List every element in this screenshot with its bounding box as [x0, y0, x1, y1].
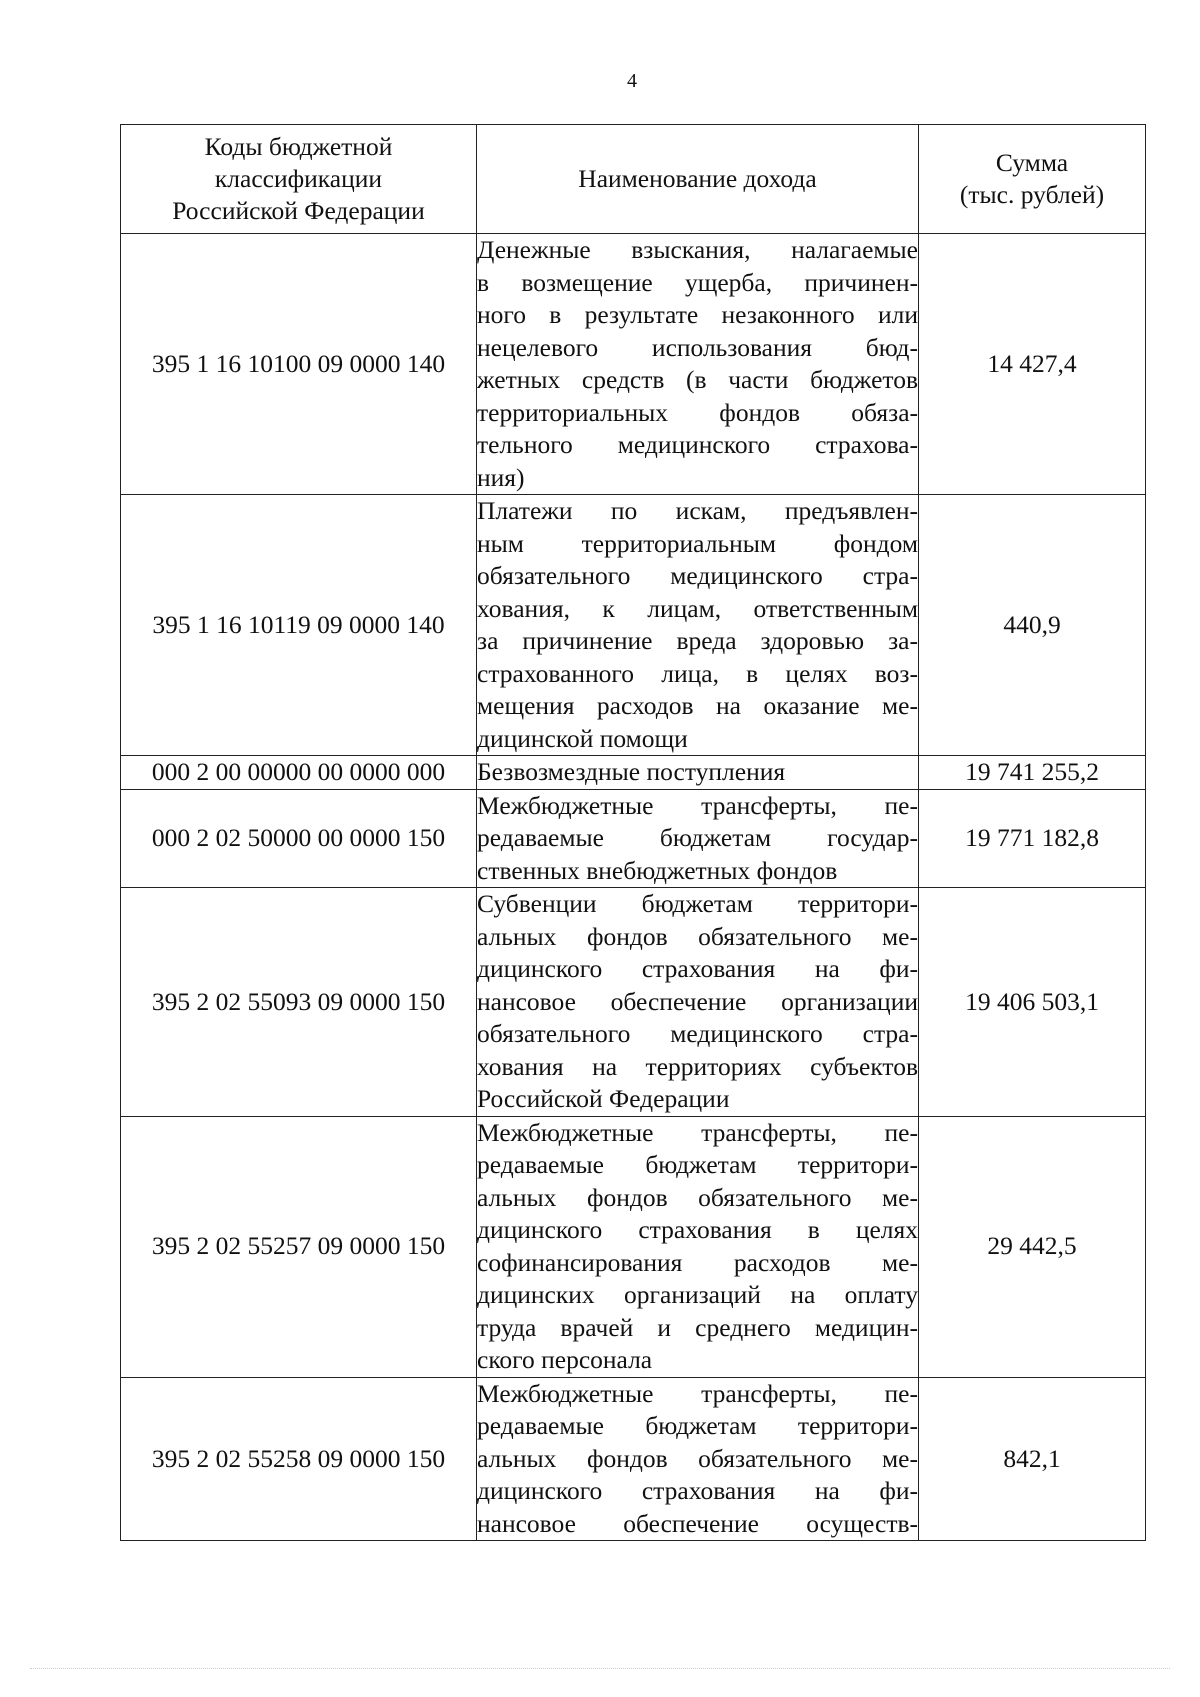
- header-code-line: Коды бюджетной: [204, 132, 393, 161]
- budget-code-cell: 395 2 02 55093 09 0000 150: [121, 888, 477, 1117]
- sum-cell: 29 442,5: [919, 1116, 1146, 1377]
- budget-code-cell: 395 1 16 10119 09 0000 140: [121, 495, 477, 756]
- revenue-name-line: Платежи по искам, предъявлен-: [477, 496, 918, 525]
- revenue-name-line: редаваемые бюджетам территори-: [477, 1150, 918, 1179]
- revenue-name-line: дицинского страхования на фи-: [477, 1476, 918, 1505]
- sum-cell: 14 427,4: [919, 234, 1146, 495]
- header-code-line: классификации: [214, 164, 383, 193]
- header-name: [477, 125, 919, 234]
- revenue-name-line: альных фондов обязательного ме-: [477, 1443, 918, 1473]
- revenue-name-line: страхованного лица, в целях воз-: [477, 658, 918, 688]
- revenue-name-line: Субвенции бюджетам территори-: [477, 889, 918, 918]
- revenue-name-line: ным территориальным фондом: [477, 528, 918, 558]
- table-row: [121, 234, 1146, 495]
- header-sum-line: Сумма: [995, 148, 1069, 177]
- revenue-name-line: территориальных фондов обяза-: [477, 397, 918, 427]
- budget-code-cell: 000 2 02 50000 00 0000 150: [121, 789, 477, 888]
- revenue-name-cell: [477, 495, 919, 756]
- table-row: [121, 888, 1146, 1117]
- table-row: [121, 789, 1146, 888]
- revenue-name-cell: [477, 888, 919, 1117]
- revenue-name-cell: [477, 234, 919, 495]
- revenue-name-cell: [477, 1116, 919, 1377]
- table-row: [121, 1377, 1146, 1541]
- header-name-line: Наименование дохода: [578, 164, 817, 193]
- revenue-name-line: ния): [477, 462, 525, 492]
- revenue-name-line: труда врачей и среднего медицин-: [477, 1312, 918, 1342]
- revenue-name-line: мещения расходов на оказание ме-: [477, 691, 918, 720]
- table-header-row: [121, 125, 1146, 234]
- header-sum-line: (тыс. рублей): [959, 180, 1105, 209]
- sum-cell: 19 406 503,1: [919, 888, 1146, 1117]
- revenue-name-line: Денежные взыскания, налагаемые: [477, 235, 918, 264]
- table-row: [121, 756, 1146, 790]
- revenue-name-line: редаваемые бюджетам территори-: [477, 1411, 918, 1440]
- revenue-name-line: хования, к лицам, ответственным: [477, 593, 918, 623]
- revenue-name-line: альных фондов обязательного ме-: [477, 1182, 918, 1212]
- budget-code-cell: 000 2 00 00000 00 0000 000: [121, 756, 477, 790]
- page-bottom-edge: [30, 1668, 1170, 1669]
- revenue-name-line: нецелевого использования бюд-: [477, 332, 918, 362]
- revenue-name-line: обязательного медицинского стра-: [477, 561, 918, 590]
- revenue-name-line: тельного медицинского страхова-: [477, 430, 918, 459]
- revenue-name-line: дицинской помощи: [477, 723, 688, 753]
- revenue-name-line: нансовое обеспечение осуществ-: [477, 1508, 918, 1538]
- sum-cell: 842,1: [919, 1377, 1146, 1541]
- table-body: [121, 234, 1146, 1541]
- revenue-name-line: альных фондов обязательного ме-: [477, 921, 918, 951]
- page-number: 4: [627, 70, 637, 92]
- table-row: [121, 1116, 1146, 1377]
- budget-code-cell: 395 2 02 55257 09 0000 150: [121, 1116, 477, 1377]
- sum-cell: 440,9: [919, 495, 1146, 756]
- revenue-table: [120, 124, 1146, 1541]
- revenue-name-line: Межбюджетные трансферты, пе-: [477, 1378, 918, 1408]
- revenue-name-line: жетных средств (в части бюджетов: [477, 365, 918, 394]
- sum-cell: 19 771 182,8: [919, 789, 1146, 888]
- revenue-name-line: Межбюджетные трансферты, пе-: [477, 1117, 918, 1147]
- revenue-name-line: ного в результате незаконного или: [477, 300, 918, 329]
- revenue-name-line: нансовое обеспечение организации: [477, 986, 918, 1016]
- budget-code-cell: 395 1 16 10100 09 0000 140: [121, 234, 477, 495]
- revenue-name-line: Безвозмездные поступления: [477, 757, 786, 786]
- revenue-name-line: Межбюджетные трансферты, пе-: [477, 790, 918, 820]
- revenue-name-line: за причинение вреда здоровью за-: [477, 626, 918, 655]
- revenue-name-line: ского персонала: [477, 1345, 653, 1374]
- revenue-name-line: дицинского страхования на фи-: [477, 954, 918, 983]
- revenue-name-line: редаваемые бюджетам государ-: [477, 823, 918, 852]
- table-row: [121, 495, 1146, 756]
- header-code-line: Российской Федерации: [172, 196, 425, 225]
- revenue-name-line: обязательного медицинского стра-: [477, 1019, 918, 1048]
- revenue-name-line: ственных внебюджетных фондов: [477, 855, 838, 885]
- revenue-name-cell: [477, 789, 919, 888]
- budget-code-cell: 395 2 02 55258 09 0000 150: [121, 1377, 477, 1541]
- revenue-name-cell: [477, 1377, 919, 1541]
- revenue-name-cell: [477, 756, 919, 790]
- revenue-name-line: хования на территориях субъектов: [477, 1051, 918, 1081]
- sum-cell: 19 741 255,2: [919, 756, 1146, 790]
- revenue-name-line: Российской Федерации: [477, 1084, 730, 1113]
- revenue-name-line: дицинских организаций на оплату: [477, 1280, 918, 1309]
- revenue-name-line: дицинского страхования в целях: [477, 1215, 918, 1244]
- revenue-name-line: в возмещение ущерба, причинен-: [477, 267, 918, 297]
- header-code: [121, 125, 477, 234]
- revenue-name-line: софинансирования расходов ме-: [477, 1247, 918, 1277]
- header-sum: [919, 125, 1146, 234]
